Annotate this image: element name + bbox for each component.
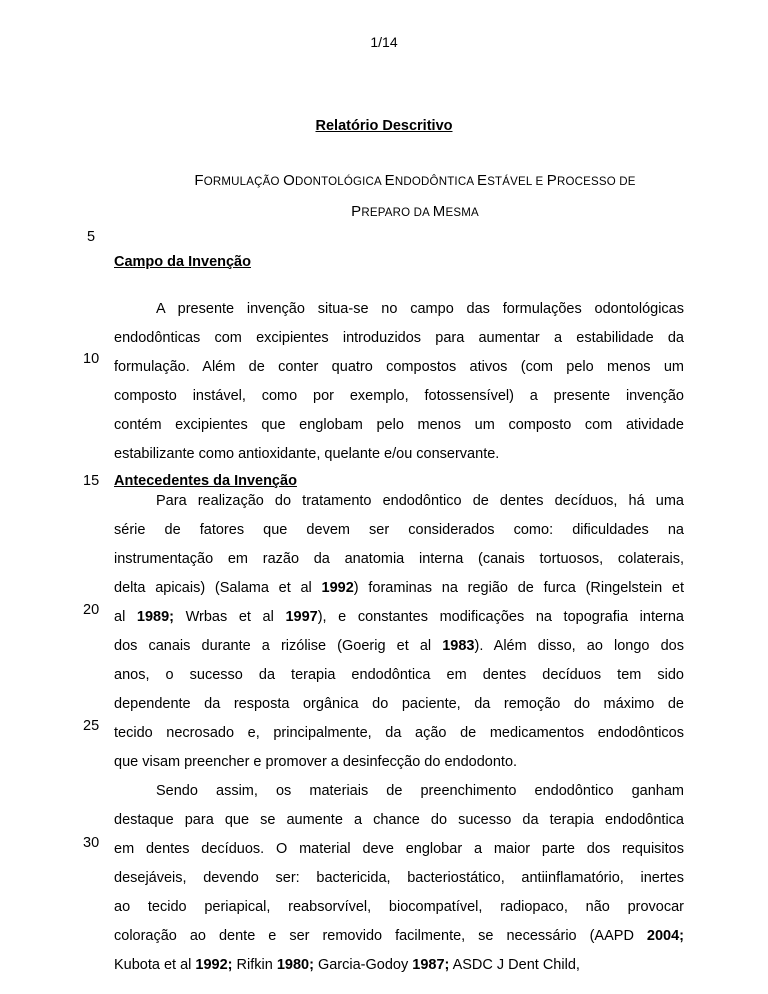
paragraph-line: tecido necrosado e, principalmente, da ação de medicamentos endodônticos [114,725,684,741]
paragraph-line: delta apicais) (Salama et al 1992) foraminas na região de furca (Ringelstein et [114,580,684,596]
paragraph-line: composto instável, como por exemplo, fotossensível) a presente invenção [114,388,684,404]
title-small-caps: ORMULAÇÃO [203,176,284,188]
line-number-15: 15 [83,473,100,489]
title-capital: M [432,203,446,220]
title-small-caps: STÁVEL E [487,176,547,188]
title-small-caps: REPARO DA [361,207,433,219]
paragraph-field-of-invention [114,295,684,469]
paragraph-line: ao tecido periapical, reabsorvível, biocompatível, radiopaco, não provocar [114,899,684,915]
title-small-caps: ESMA [445,207,479,219]
line-number-20: 20 [83,602,100,618]
paragraph-line: estabilizante como antioxidante, quelante e/ou conservante. [114,446,500,462]
report-title: Relatório Descritivo [315,118,453,134]
section-heading-background: Antecedentes da Invenção [114,473,297,489]
line-number-30: 30 [83,835,100,851]
paragraph-line: instrumentação em razão da anatomia interna (canais tortuosos, colaterais, [114,551,684,567]
paragraph-line: dos canais durante a rizólise (Goerig et al 1983). Além disso, ao longo dos [114,638,684,654]
line-number-10: 10 [83,351,100,367]
section-heading-field: Campo da Invenção [114,254,251,270]
paragraph-line: formulação. Além de conter quatro compostos ativos (com pelo menos um [114,359,684,375]
page-number: 1/14 [370,34,398,50]
title-capital: O [283,172,295,189]
paragraph-background-1 [114,487,684,777]
paragraph-line: que visam preencher e promover a desinfecção do endodonto. [114,754,518,770]
paragraph-line: endodônticas com excipientes introduzidos para aumentar a estabilidade da [114,330,684,346]
paragraph-line: Kubota et al 1992; Rifkin 1980; Garcia-Godoy 1987; ASDC J Dent Child, [114,957,580,973]
invention-title-line-1 [100,172,730,189]
title-capital: P [351,203,362,220]
paragraph-background-2 [114,777,684,980]
title-capital: P [546,172,557,189]
paragraph-line: destaque para que se aumente a chance do sucesso da terapia endodôntica [114,812,684,828]
line-number-25: 25 [83,718,100,734]
paragraph-line: em dentes decíduos. O material deve englobar a maior parte dos requisitos [114,841,684,857]
title-capital: E [384,172,395,189]
title-small-caps: DONTOLÓGICA [294,176,385,188]
paragraph-line: Sendo assim, os materiais de preenchimento endodôntico ganham [156,783,684,799]
paragraph-line: anos, o sucesso da terapia endodôntica em dentes decíduos tem sido [114,667,684,683]
paragraph-line: coloração ao dente e ser removido facilmente, se necessário (AAPD 2004; [114,928,684,944]
title-small-caps: NDODÔNTICA [394,176,477,188]
title-capital: F [194,172,204,189]
paragraph-line: desejáveis, devendo ser: bactericida, bacteriostático, antiinflamatório, inertes [114,870,684,886]
paragraph-line: série de fatores que devem ser considerados como: dificuldades na [114,522,684,538]
paragraph-line: dependente da resposta orgânica do paciente, da remoção do máximo de [114,696,684,712]
invention-title-line-2 [100,203,730,220]
paragraph-line: Para realização do tratamento endodôntico de dentes decíduos, há uma [156,493,684,509]
title-small-caps: ROCESSO DE [556,176,636,188]
line-number-5: 5 [87,229,96,245]
title-capital: E [476,172,488,189]
paragraph-line: al 1989; Wrbas et al 1997), e constantes modificações na topografia interna [114,609,684,625]
paragraph-line: contém excipientes que englobam pelo menos um composto com atividade [114,417,684,433]
paragraph-line: A presente invenção situa-se no campo das formulações odontológicas [156,301,684,317]
